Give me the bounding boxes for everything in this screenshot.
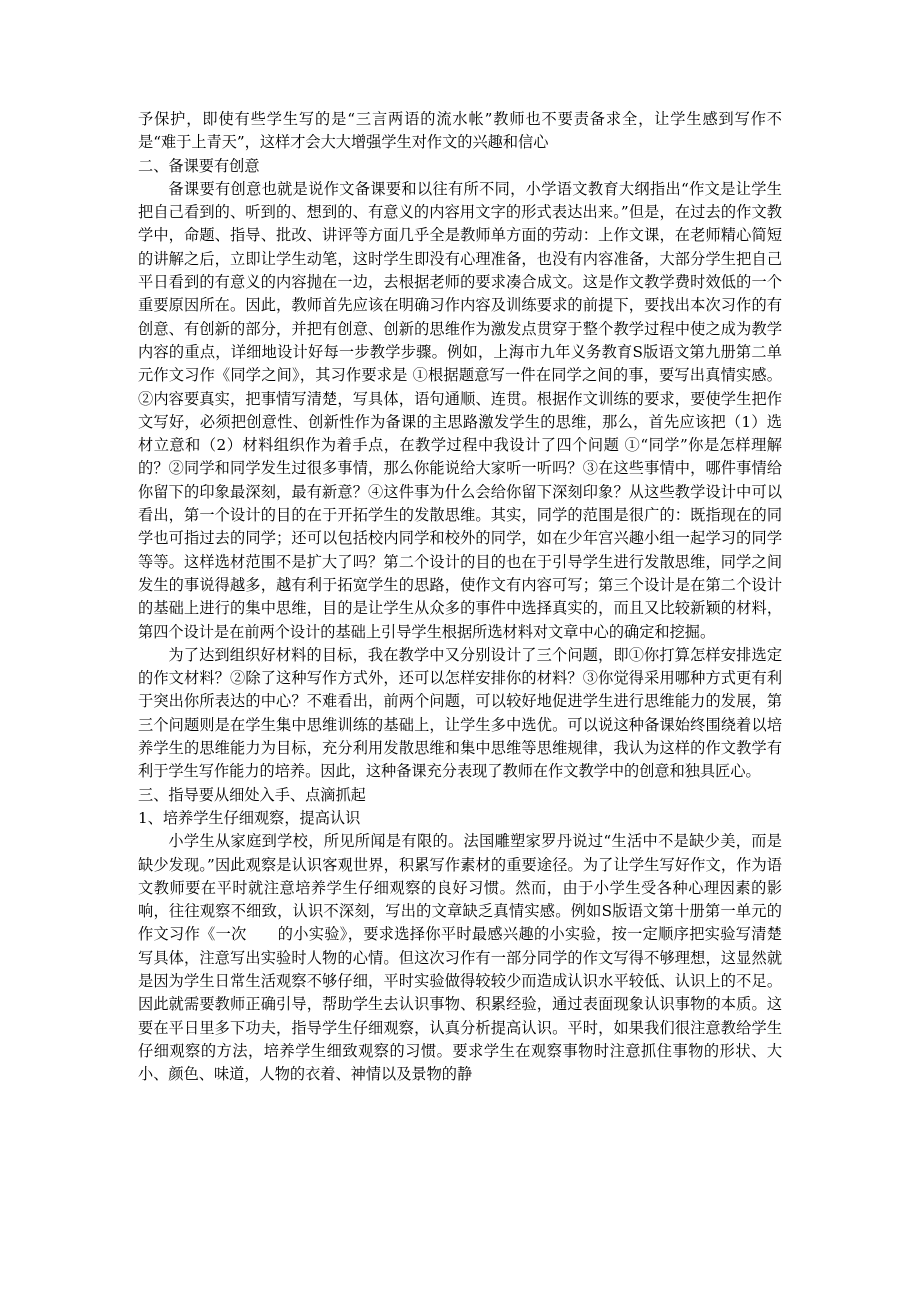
paragraph-lesson-prep: 备课要有创意也就是说作文备课要和以往有所不同，小学语文教育大纲指出“作文是让学生把自己看到的、听到的、想到的、有意义的内容用文字的形式表达出来。”但是，在过去的作文教学中，命题、指导、批改、讲评等方面几乎全是教师单方面的劳动：上作文课，在老师精心简短的讲解之后，立即让学生动笔，这时学生即没有心理准备，也没有内容准备，大部分学生把自己平日看到的有意义的内容抛在一边，去根据老师的要求凑合成文。这是作文教学费时效低的一个重要原因所在。因此，教师首先应该在明确习作内容及训练要求的前提下，要找出本次习作的有创意、有创新的部分，并把有创意、创新的思维作为激发点贯穿于整个教学过程中使之成为教学内容的重点，详细地设计好每一步教学步骤。例如，上海市九年义务教育S版语文第九册第二单元作文习作《同学之间》，其习作要求是 ①根据题意写一件在同学之间的事，要写出真情实感。②内容要真实，把事情写清楚，写具体，语句通顺、连贯。根据作文训练的要求，要使学生把作文写好，必须把创意性、创新性作为备课的主思路激发学生的思维，那么，首先应该把（1）选材立意和（2）材料组织作为着手点，在教学过程中我设计了四个问题 ①“同学”你是怎样理解的？②同学和同学发生过很多事情，那么你能说给大家听一听吗？③在这些事情中，哪件事情给你留下的印象最深刻，最有新意？④这件事为什么会给你留下深刻印象？从这些教学设计中可以看出，第一个设计的目的在于开拓学生的发散思维。其实，同学的范围是很广的：既指现在的同学也可指过去的同学；还可以包括校内同学和校外的同学，如在少年宫兴趣小组一起学习的同学等等。这样选材范围不是扩大了吗？第二个设计的目的也在于引导学生进行发散思维，同学之间发生的事说得越多，越有利于拓宽学生的思路，使作文有内容可写；第三个设计是在第二个设计的基础上进行的集中思维，目的是让学生从众多的事件中选择真实的，而且又比较新颖的材料，第四个设计是在前两个设计的基础上引导学生根据所选材料对文章中心的确定和挖掘。 [138, 179, 782, 641]
paragraph-observation: 小学生从家庭到学校，所见所闻是有限的。法国雕塑家罗丹说过“生活中不是缺少美，而是缺少发现。”因此观察是认识客观世界，积累写作素材的重要途径。为了让学生写好作文，作为语文教师要在平时就注意培养学生仔细观察的良好习惯。然而，由于小学生受各种心理因素的影响，往往观察不细致，认识不深刻，写出的文章缺乏真情实感。例如S版语文第十册第一单元的作文习作《一次 的小实验》，要求选择你平时最感兴趣的小实验，按一定顺序把实验写清楚写具体，注意写出实验时人物的心情。但这次习作有一部分同学的作文写得不够理想，这显然就是因为学生日常生活观察不够仔细，平时实验做得较较少而造成认识水平较低、认识上的不足。因此就需要教师正确引导，帮助学生去认识事物、积累经验，通过表面现象认识事物的本质。这要在平日里多下功夫，指导学生仔细观察，认真分析提高认识。平时，如果我们很注意教给学生仔细观察的方法，培养学生细致观察的习惯。要求学生在观察事物时注意抓住事物的形状、大小、颜色、味道，人物的衣着、神情以及景物的静 [138, 832, 782, 1084]
section-heading-3: 三、指导要从细处入手、点滴抓起 [138, 785, 366, 804]
section-heading-2: 二、备课要有创意 [138, 156, 260, 175]
paragraph-continuation: 予保护，即使有些学生写的是“三言两语的流水帐”教师也不要责备求全，让学生感到写作不是“难于上青天”，这样才会大大增强学生对作文的兴趣和信心 [138, 110, 782, 152]
paragraph-material-organization: 为了达到组织好材料的目标，我在教学中又分别设计了三个问题，即①你打算怎样安排选定的作文材料？②除了这种写作方式外，还可以怎样安排你的材料？③你觉得采用哪种方式更有利于突出你所表达的中心？不难看出，前两个问题，可以较好地促进学生进行思维能力的发展，第三个问题则是在学生集中思维训练的基础上，让学生多中选优。可以说这种备课始终围绕着以培养学生的思维能力为目标，充分利用发散思维和集中思维等思维规律，我认为这样的作文教学有利于学生写作能力的培养。因此，这种备课充分表现了教师在作文教学中的创意和独具匠心。 [138, 645, 782, 781]
subsection-heading-1: 1、培养学生仔细观察，提高认识 [138, 808, 361, 827]
